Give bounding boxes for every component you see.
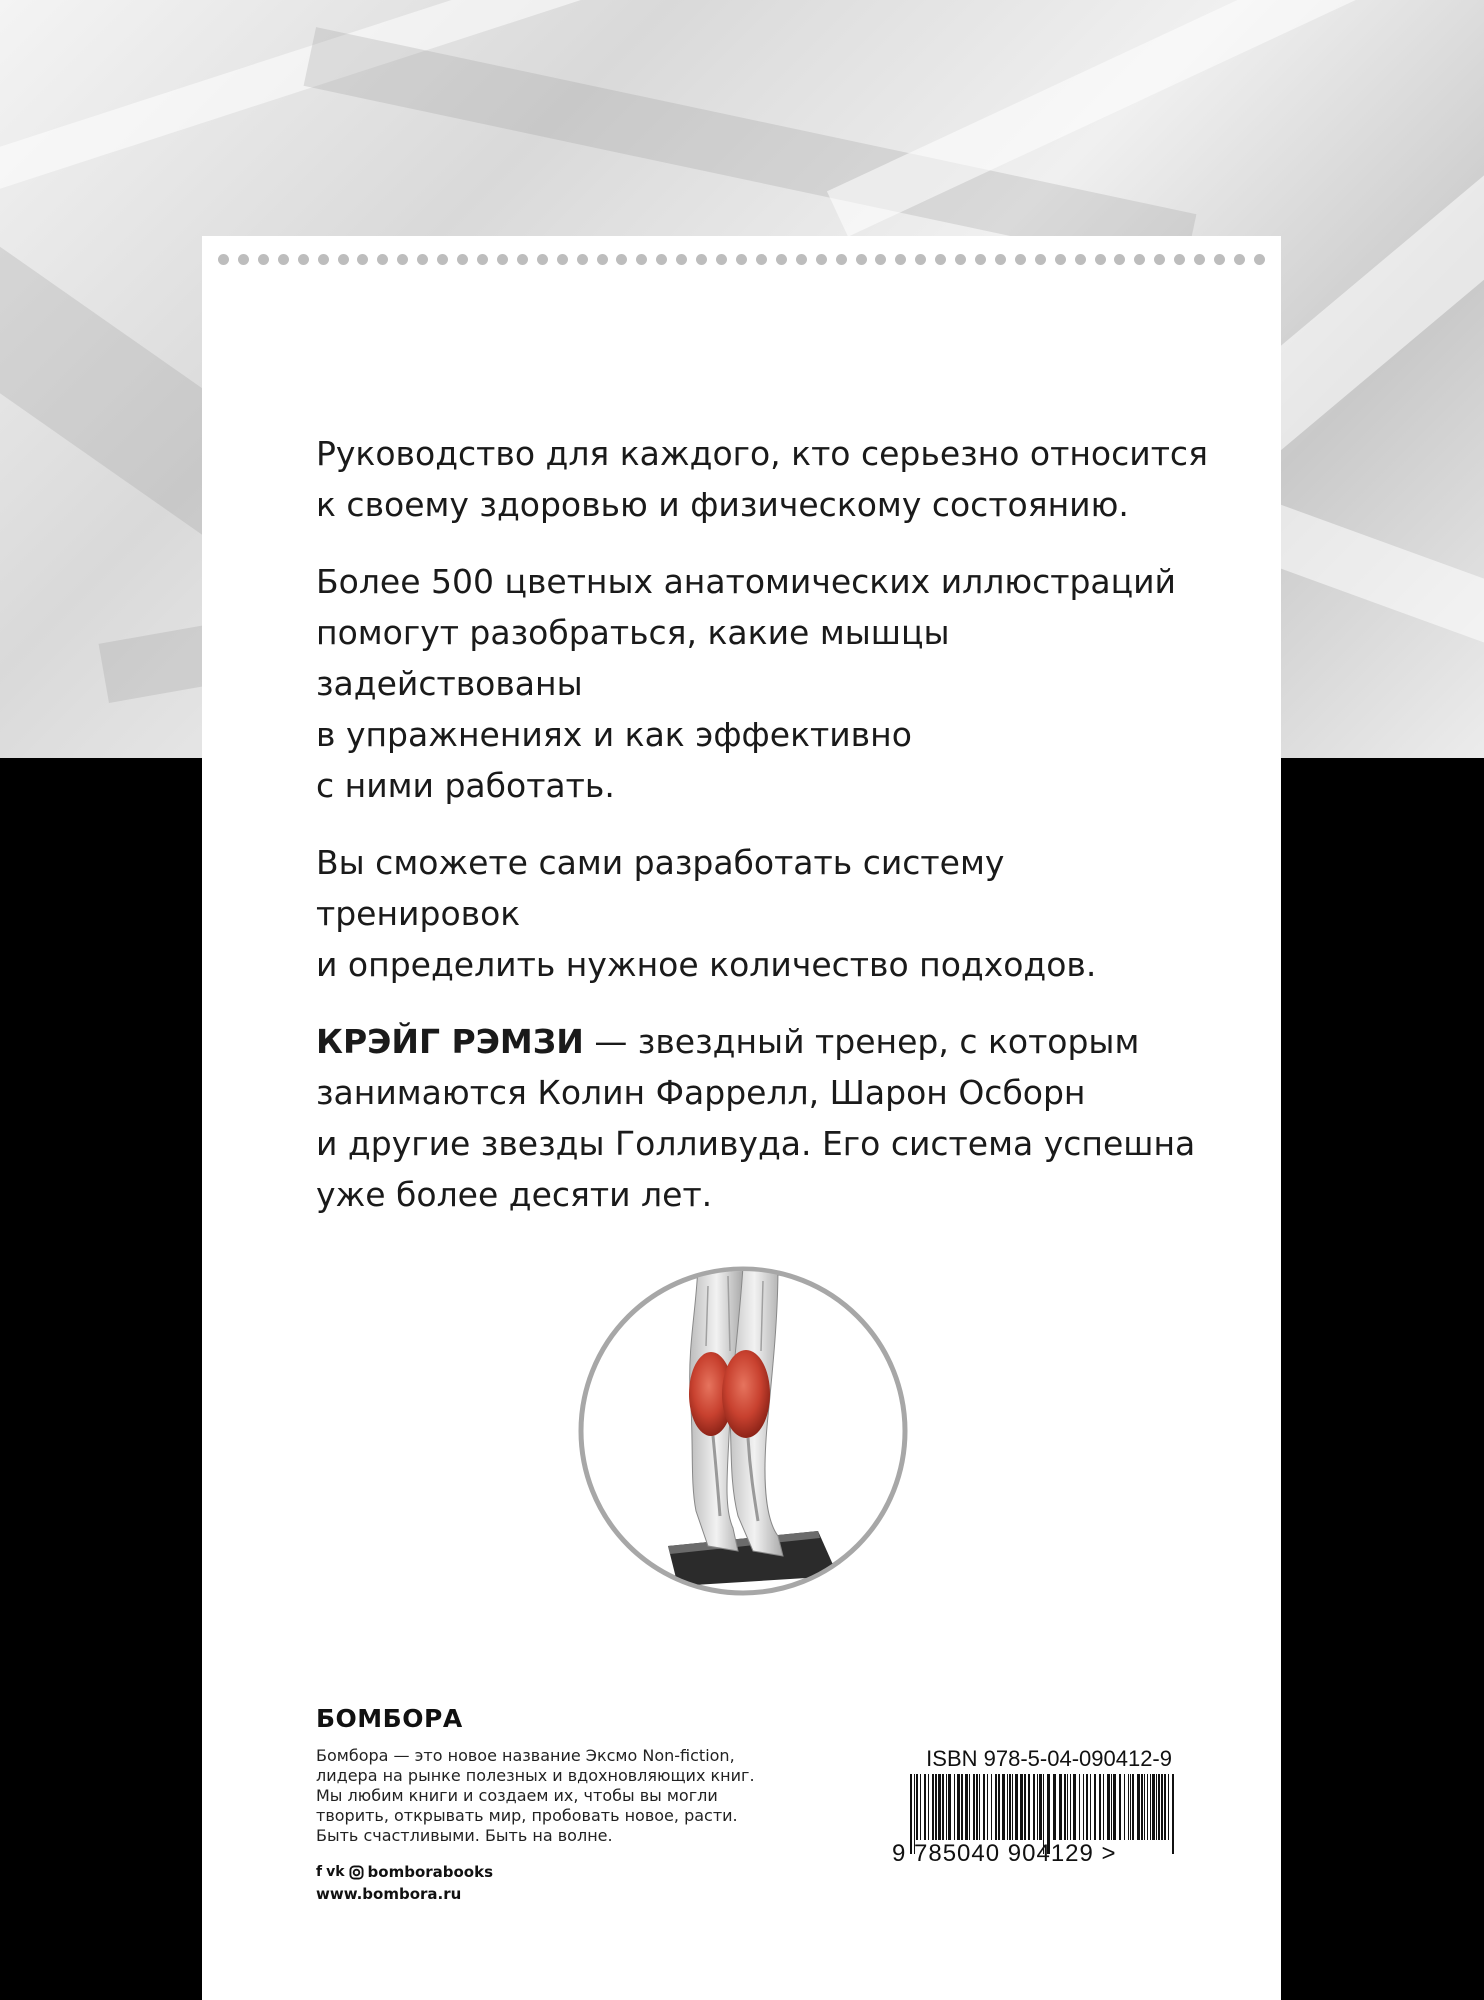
perforation-holes <box>218 252 1265 266</box>
perforation-hole <box>1234 254 1245 265</box>
barcode-bar <box>1037 1774 1038 1840</box>
perforation-hole <box>298 254 309 265</box>
barcode-bar <box>1083 1774 1084 1840</box>
perforation-hole <box>238 254 249 265</box>
barcode-bar <box>946 1774 947 1840</box>
barcode-bar <box>935 1774 937 1840</box>
perforation-hole <box>1075 254 1086 265</box>
barcode-bar <box>1107 1774 1110 1840</box>
perforation-hole <box>1214 254 1225 265</box>
perforation-hole <box>477 254 488 265</box>
barcode-bar <box>1124 1774 1125 1840</box>
perforation-hole <box>1114 254 1125 265</box>
barcode-bar <box>957 1774 960 1840</box>
perforation-hole <box>836 254 847 265</box>
calf-muscle-illustration <box>578 1266 908 1596</box>
vk-icon: vk <box>326 1864 345 1880</box>
isbn-label: ISBN 978-5-04-090412-9 <box>926 1746 1172 1771</box>
barcode-bar <box>961 1774 963 1840</box>
description-text <box>316 428 1216 1246</box>
publisher-logo: БОМБОРА <box>316 1704 463 1733</box>
barcode-bar <box>1064 1774 1066 1840</box>
perforation-hole <box>377 254 388 265</box>
barcode-bar <box>995 1774 997 1840</box>
perforation-hole <box>895 254 906 265</box>
barcode-bar <box>916 1774 918 1840</box>
barcode-bar <box>1103 1774 1104 1840</box>
facebook-icon: f <box>316 1864 323 1880</box>
barcode-bar <box>1053 1774 1056 1840</box>
perforation-hole <box>417 254 428 265</box>
perforation-hole <box>716 254 727 265</box>
perforation-hole <box>776 254 787 265</box>
perforation-hole <box>856 254 867 265</box>
description-paragraph-3: Вы сможете сами разработать систему тренировок и определить нужное количество подходов. <box>316 843 1097 984</box>
perforation-hole <box>1134 254 1145 265</box>
barcode-bar <box>924 1774 926 1840</box>
website-link: www.bombora.ru <box>316 1885 462 1903</box>
author-paragraph <box>316 1016 1216 1220</box>
perforation-hole <box>1194 254 1205 265</box>
description-paragraph-2: Более 500 цветных анатомических иллюстраций помогут разобраться, какие мышцы задействованы в упражнениях и как эффективно с ними работать. <box>316 562 1176 805</box>
perforation-hole <box>1035 254 1046 265</box>
perforation-hole <box>338 254 349 265</box>
perforation-hole <box>816 254 827 265</box>
perforation-hole <box>636 254 647 265</box>
perforation-hole <box>1174 254 1185 265</box>
barcode-bar <box>1024 1774 1026 1840</box>
barcode-bar <box>969 1774 970 1840</box>
barcode-bar <box>1137 1774 1140 1840</box>
perforation-hole <box>1055 254 1066 265</box>
barcode-bar <box>1094 1774 1096 1840</box>
barcode-digits: 9 785040 904129 > <box>892 1840 1117 1867</box>
instagram-icon <box>349 1865 364 1880</box>
barcode-bar <box>1067 1774 1068 1840</box>
perforation-hole <box>577 254 588 265</box>
perforation-hole <box>1254 254 1265 265</box>
perforation-hole <box>537 254 548 265</box>
barcode-bar <box>1164 1774 1166 1840</box>
barcode-bar <box>928 1774 929 1840</box>
barcode-bar <box>932 1774 934 1840</box>
barcode-bar <box>983 1774 985 1840</box>
barcode-bar <box>1009 1774 1011 1840</box>
perforation-hole <box>557 254 568 265</box>
barcode-bar <box>1130 1774 1131 1840</box>
perforation-hole <box>676 254 687 265</box>
perforation-hole <box>497 254 508 265</box>
barcode-bar <box>1158 1774 1160 1840</box>
perforation-hole <box>756 254 767 265</box>
barcode-bar <box>1128 1774 1129 1840</box>
barcode-bar <box>1020 1774 1023 1840</box>
barcode-bar <box>976 1774 978 1840</box>
barcode-bar <box>1144 1774 1145 1840</box>
perforation-hole <box>357 254 368 265</box>
barcode-bar <box>1156 1774 1157 1840</box>
barcode-bar <box>942 1774 944 1840</box>
perforation-hole <box>1154 254 1165 265</box>
barcode-bar <box>1007 1774 1008 1840</box>
perforation-hole <box>258 254 269 265</box>
perforation-hole <box>975 254 986 265</box>
perforation-hole <box>318 254 329 265</box>
barcode-bar <box>965 1774 968 1840</box>
perforation-hole <box>517 254 528 265</box>
barcode-bar <box>1070 1774 1071 1840</box>
perforation-hole <box>736 254 747 265</box>
perforation-hole <box>995 254 1006 265</box>
perforation-hole <box>1015 254 1026 265</box>
social-links <box>316 1863 493 1881</box>
barcode-bar <box>1012 1774 1013 1840</box>
barcode-bar <box>1015 1774 1018 1840</box>
barcode-bar <box>1168 1774 1169 1840</box>
barcode-bar <box>1150 1774 1151 1840</box>
barcode-bar <box>998 1774 1000 1840</box>
barcode-bar <box>1079 1774 1080 1840</box>
perforation-hole <box>935 254 946 265</box>
barcode-bar <box>1161 1774 1163 1840</box>
barcode-bar <box>1141 1774 1143 1840</box>
barcode-bar <box>1059 1774 1062 1840</box>
perforation-hole <box>597 254 608 265</box>
perforation-hole <box>875 254 886 265</box>
barcode-bar <box>1028 1774 1030 1840</box>
social-handle: bomborabooks <box>367 1863 494 1881</box>
barcode-bar <box>954 1774 955 1840</box>
perforation-hole <box>955 254 966 265</box>
barcode-bar <box>991 1774 992 1840</box>
perforation-hole <box>457 254 468 265</box>
barcode-bar <box>938 1774 941 1840</box>
perforation-hole <box>218 254 229 265</box>
publisher-description: Бомбора — это новое название Эксмо Non-fiction, лидера на рынке полезных и вдохновляющих книг. Мы любим книги и создаем их, чтобы вы могли творить, открывать мир, пробовать новое, расти. Быть счастливыми. Быть на волне. <box>316 1746 755 1845</box>
perforation-hole <box>616 254 627 265</box>
barcode-bar <box>1119 1774 1121 1840</box>
barcode-bar <box>1039 1774 1042 1840</box>
barcode-bar <box>1090 1774 1091 1840</box>
perforation-hole <box>696 254 707 265</box>
barcode-bar <box>1073 1774 1076 1840</box>
perforation-hole <box>656 254 667 265</box>
description-paragraph-1: Руководство для каждого, кто серьезно относится к своему здоровью и физическому состоянию. <box>316 434 1208 524</box>
perforation-hole <box>437 254 448 265</box>
barcode-bar <box>920 1774 921 1840</box>
barcode-bar <box>1152 1774 1155 1840</box>
barcode-bar <box>979 1774 980 1840</box>
barcode-bar <box>1033 1774 1035 1840</box>
barcode-bar <box>948 1774 951 1840</box>
barcode-bar <box>1086 1774 1088 1840</box>
barcode-bar <box>1002 1774 1005 1840</box>
barcode-bar <box>1099 1774 1101 1840</box>
perforation-hole <box>915 254 926 265</box>
barcode-bar <box>973 1774 975 1840</box>
author-text: — звездный тренер, с которым занимаются Колин Фаррелл, Шарон Осборн и другие звезды Голливуда. Его система успешна уже более десяти лет. <box>316 1022 1196 1214</box>
perforation-hole <box>1095 254 1106 265</box>
perforation-hole <box>397 254 408 265</box>
barcode-bar <box>1132 1774 1134 1840</box>
back-cover-card <box>202 236 1281 2000</box>
perforation-hole <box>796 254 807 265</box>
barcode-bar <box>1113 1774 1116 1840</box>
barcode-bar <box>1147 1774 1148 1840</box>
perforation-hole <box>278 254 289 265</box>
author-name: КРЭЙГ РЭМЗИ <box>316 1022 584 1061</box>
barcode-bar <box>987 1774 988 1840</box>
barcode-bar <box>1111 1774 1112 1840</box>
